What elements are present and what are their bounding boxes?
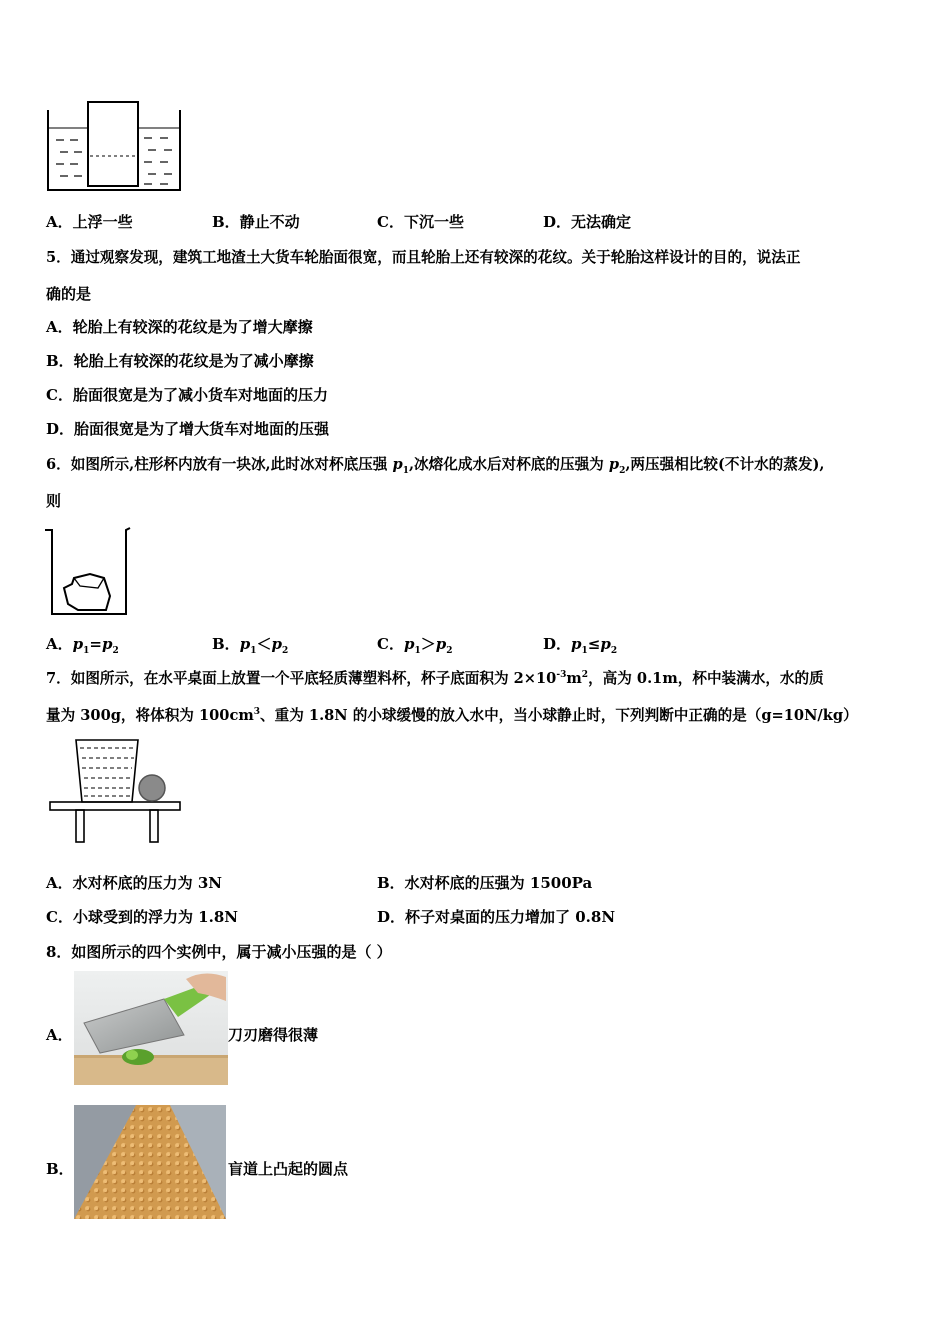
q7-option-b: B．水对杯底的压强为 1500Pa: [377, 874, 593, 892]
knife-photo: [74, 971, 228, 1085]
q8-option-a-caption: 刀刃磨得很薄: [228, 1026, 319, 1044]
q5-option-b: B．轮胎上有较深的花纹是为了减小摩擦: [46, 352, 314, 370]
q8-option-b-label: B．: [46, 1160, 74, 1178]
q5-option-a: A．轮胎上有较深的花纹是为了增大摩擦: [46, 318, 313, 336]
q7-figure: [46, 736, 184, 846]
q8-option-a-label: A．: [46, 1026, 73, 1044]
q6-option-d: D．$p_1\le p_2$: [543, 635, 618, 656]
tactile-paving-photo: [74, 1105, 226, 1219]
q4-option-a: A．上浮一些: [46, 213, 133, 231]
q8-option-b-caption: 盲道上凸起的圆点: [228, 1160, 349, 1178]
q6-stem-line1: 6．如图所示,柱形杯内放有一块冰,此时冰对杯底压强 $p_1$,冰熔化成水后对杯底的压强为 $p_2$,两压强相比较(不计水的蒸发),: [46, 456, 825, 476]
p2-symbol: p: [608, 456, 620, 473]
q4-option-b: B．静止不动: [212, 213, 300, 231]
q7-option-d: D．杯子对桌面的压力增加了 0.8N: [377, 908, 616, 926]
q5-option-c: C．胎面很宽是为了减小货车对地面的压力: [46, 386, 328, 404]
q7-option-c: C．小球受到的浮力为 1.8N: [46, 908, 238, 926]
q4-figure: [44, 98, 184, 194]
q8-stem: 8．如图所示的四个实例中，属于减小压强的是（ ）: [46, 943, 392, 961]
p1-symbol: p: [392, 456, 403, 473]
q6-option-c: C．$p_1>p_2$: [377, 635, 453, 656]
q6-figure: [42, 526, 134, 620]
q6-stem-line2: 则: [46, 492, 62, 510]
q4-option-c: C．下沉一些: [377, 213, 464, 231]
q7-stem-line2: 量为 300g，将体积为 $100cm^3$、重为 1.8N 的小球缓慢的放入水中，当小球静止时，下列判断中正确的是（g=10N/kg）: [46, 707, 858, 724]
q6-option-b: B．$p_1<p_2$: [212, 635, 289, 656]
q4-option-d: D．无法确定: [543, 213, 632, 231]
q7-stem-line1: 7．如图所示，在水平桌面上放置一个平底轻质薄塑料杯，杯子底面积为 $2\times 10^{-3}m^2$，高为 0.1m，杯中装满水，水的质: [46, 670, 824, 687]
q5-stem-line2: 确的是: [46, 285, 92, 303]
q5-stem-line1: 5．通过观察发现，建筑工地渣土大货车轮胎面很宽，而且轮胎上还有较深的花纹。关于轮胎这样设计的目的，说法正: [46, 249, 801, 266]
q6-option-a: A．$p_1=p_2$: [46, 635, 119, 656]
q7-option-a: A．水对杯底的压力为 3N: [46, 874, 223, 892]
q5-option-d: D．胎面很宽是为了增大货车对地面的压强: [46, 420, 330, 438]
